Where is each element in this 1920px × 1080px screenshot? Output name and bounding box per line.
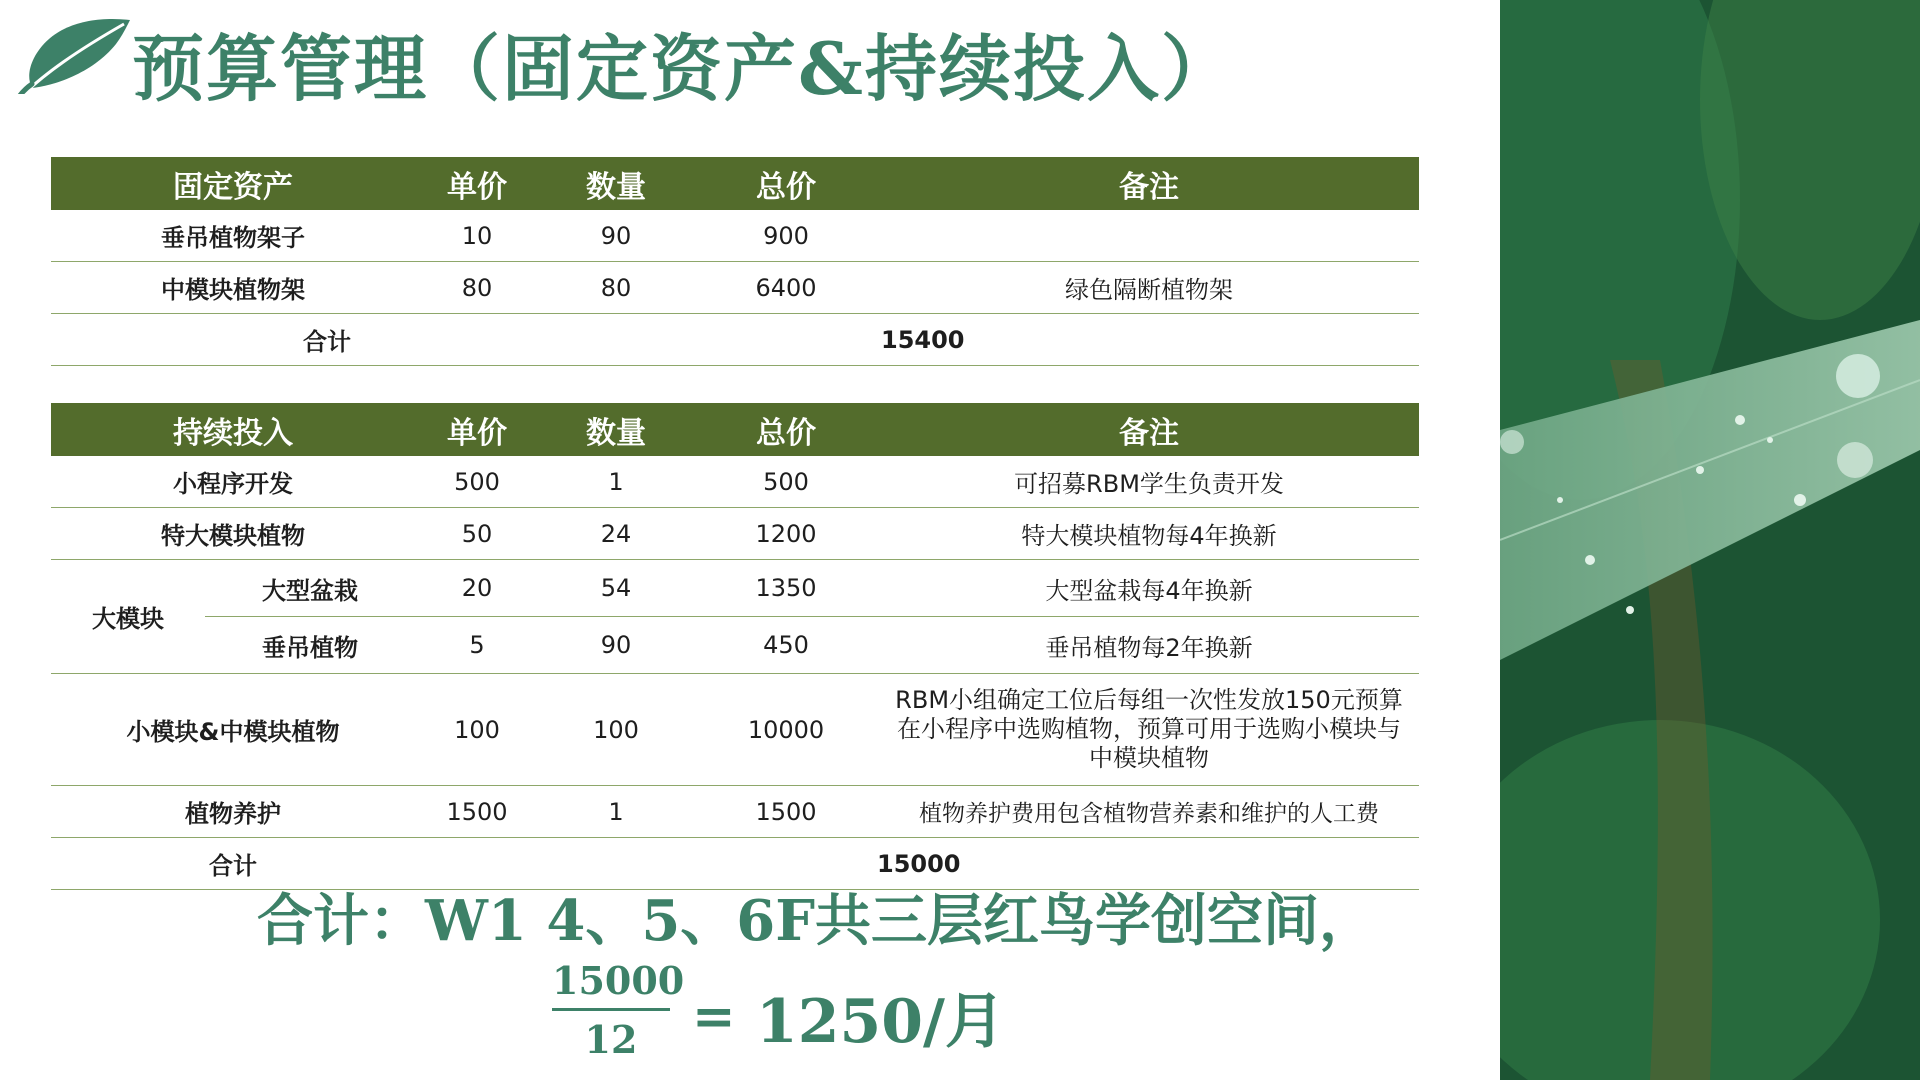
cell-note: 垂吊植物每2年换新: [879, 617, 1419, 674]
col-header-unit-price: 单价: [415, 157, 539, 210]
cell-note: 可招募RBM学生负责开发: [879, 456, 1419, 508]
col-header-note: 备注: [879, 157, 1419, 210]
fraction: [552, 958, 685, 1063]
ongoing-investment-table: [51, 403, 1419, 890]
cell-note: [879, 210, 1419, 262]
cell-quantity: 24: [539, 508, 693, 560]
table-total-row: [51, 314, 1419, 366]
cell-unit-price: 50: [415, 508, 539, 560]
col-header-item: 固定资产: [51, 157, 415, 210]
table-row: [51, 210, 1419, 262]
monthly-cost-formula: [552, 958, 1012, 1068]
cell-group-label: 大模块: [51, 560, 205, 674]
fraction-numerator: 15000: [552, 958, 685, 1003]
total-label: 合计: [51, 838, 415, 890]
leaf-icon: [12, 14, 132, 94]
table-row: [51, 560, 1419, 617]
cell-quantity: 54: [539, 560, 693, 617]
total-label: 合计: [51, 314, 415, 366]
cell-quantity: 100: [539, 674, 693, 786]
cell-total: 1200: [693, 508, 879, 560]
cell-item: 小模块&中模块植物: [51, 674, 415, 786]
summary-text: 合计：W1 4、5、6F共三层红鸟学创空间，: [257, 888, 1376, 954]
cell-quantity: 1: [539, 456, 693, 508]
cell-item: 小程序开发: [51, 456, 415, 508]
col-header-quantity: 数量: [539, 403, 693, 456]
cell-item: 特大模块植物: [51, 508, 415, 560]
table-row: [51, 674, 1419, 786]
page-title: 预算管理（固定资产&持续投入）: [132, 26, 1236, 111]
col-header-note: 备注: [879, 403, 1419, 456]
fixed-assets-table: [51, 157, 1419, 366]
fraction-bar: [552, 1008, 670, 1011]
cell-note: RBM小组确定工位后每组一次性发放150元预算在小程序中选购植物，预算可用于选购小模块与中模块植物: [879, 674, 1419, 786]
table-row: [51, 456, 1419, 508]
cell-item: 垂吊植物: [205, 617, 415, 674]
cell-note: 大型盆栽每4年换新: [879, 560, 1419, 617]
cell-unit-price: 80: [415, 262, 539, 314]
cell-unit-price: 20: [415, 560, 539, 617]
col-header-quantity: 数量: [539, 157, 693, 210]
cell-note: 植物养护费用包含植物营养素和维护的人工费: [879, 786, 1419, 838]
leaf-photo: [1500, 0, 1920, 1080]
cell-total: 900: [693, 210, 879, 262]
cell-unit-price: 100: [415, 674, 539, 786]
cell-total: 1500: [693, 786, 879, 838]
col-header-total: 总价: [693, 157, 879, 210]
cell-total: 6400: [693, 262, 879, 314]
cell-item: 垂吊植物架子: [51, 210, 415, 262]
cell-quantity: 80: [539, 262, 693, 314]
cell-item: 大型盆栽: [205, 560, 415, 617]
cell-quantity: 1: [539, 786, 693, 838]
table-header-row: [51, 403, 1419, 456]
table-row: [51, 262, 1419, 314]
total-value: 15000: [415, 838, 1419, 890]
cell-quantity: 90: [539, 617, 693, 674]
cell-total: 500: [693, 456, 879, 508]
col-header-total: 总价: [693, 403, 879, 456]
table-row: [51, 786, 1419, 838]
table-row: [51, 508, 1419, 560]
table-total-row: [51, 838, 1419, 890]
cell-unit-price: 5: [415, 617, 539, 674]
cell-note: 特大模块植物每4年换新: [879, 508, 1419, 560]
cell-quantity: 90: [539, 210, 693, 262]
cell-total: 450: [693, 617, 879, 674]
fraction-denominator: 12: [584, 1017, 638, 1062]
cell-item: 植物养护: [51, 786, 415, 838]
col-header-item: 持续投入: [51, 403, 415, 456]
cell-unit-price: 500: [415, 456, 539, 508]
col-header-unit-price: 单价: [415, 403, 539, 456]
cell-total: 10000: [693, 674, 879, 786]
table-row: [51, 617, 1419, 674]
equals-sign: =: [692, 986, 736, 1047]
table-header-row: [51, 157, 1419, 210]
water-drop-leaf-image: [1500, 0, 1920, 1080]
cell-unit-price: 1500: [415, 786, 539, 838]
cell-item: 中模块植物架: [51, 262, 415, 314]
monthly-result: 1250/月: [756, 987, 1005, 1057]
cell-unit-price: 10: [415, 210, 539, 262]
cell-total: 1350: [693, 560, 879, 617]
cell-note: 绿色隔断植物架: [879, 262, 1419, 314]
total-value: 15400: [415, 314, 1419, 366]
